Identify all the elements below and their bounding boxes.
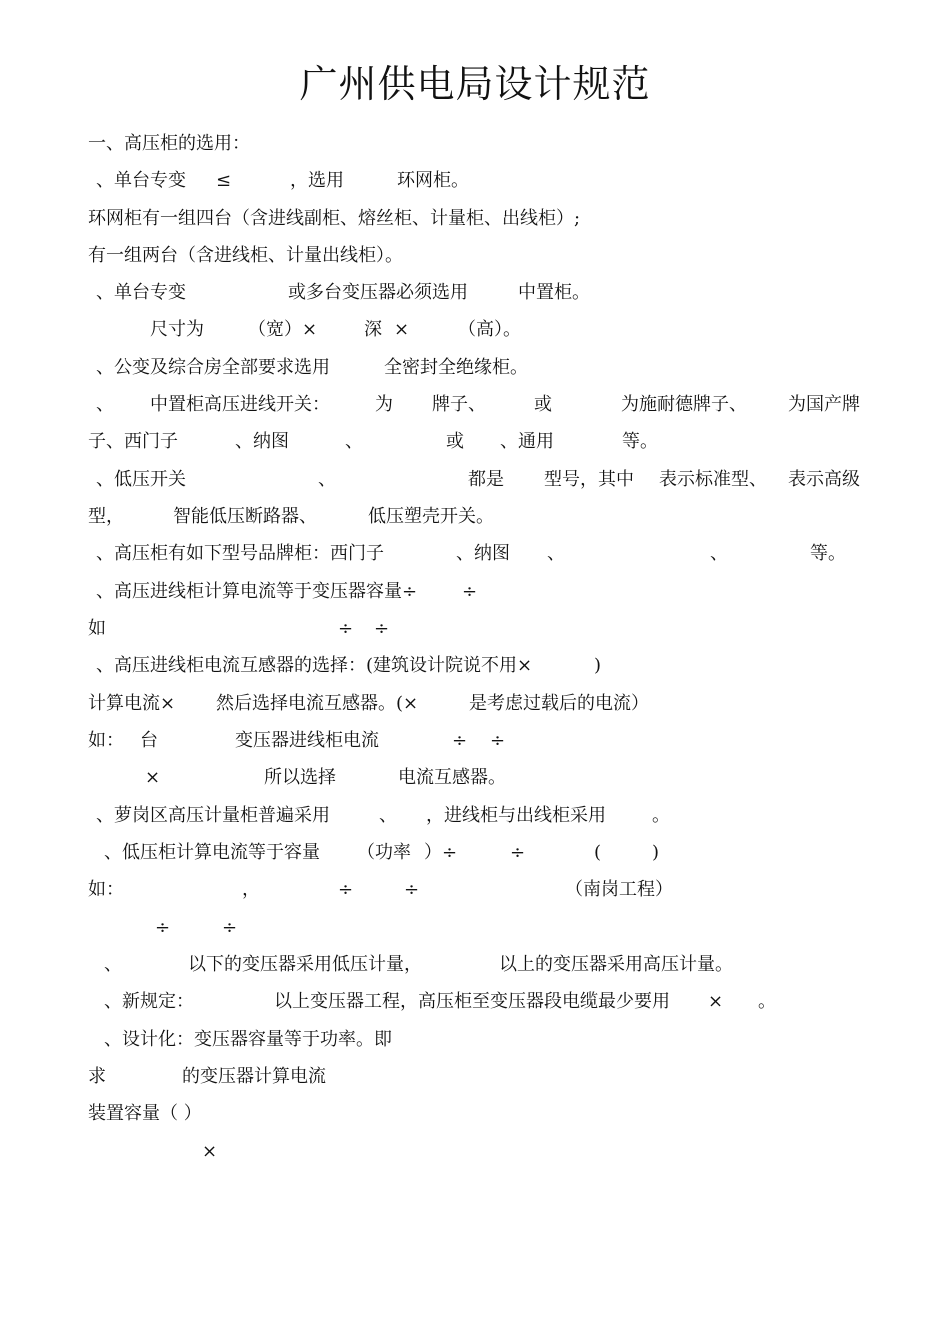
- text-segment: ≤: [216, 170, 232, 191]
- text-segment: 、低压开关: [96, 469, 186, 490]
- text-segment: 为: [375, 394, 393, 415]
- text-segment: ÷: [155, 917, 171, 938]
- text-segment: 环网柜有一组四台（含进线副柜、熔丝柜、计量柜、出线柜）;: [88, 208, 581, 229]
- text-line: [0, 242, 950, 270]
- text-line: [0, 354, 950, 382]
- text-line: [0, 988, 950, 1016]
- text-segment: 。: [652, 805, 670, 826]
- text-line: [0, 316, 950, 344]
- text-segment: 为施耐德牌子、: [621, 394, 747, 415]
- text-line: [0, 391, 950, 419]
- text-segment: 、: [318, 469, 336, 490]
- text-segment: (: [594, 842, 602, 863]
- text-line: [0, 914, 950, 942]
- text-segment: 为国产牌: [788, 394, 860, 415]
- text-segment: ）÷: [424, 842, 458, 863]
- text-line: [0, 876, 950, 904]
- text-segment: 、高压进线柜计算电流等于变压器容量÷: [96, 581, 418, 602]
- text-segment: 、公变及综合房全部要求选用: [96, 357, 330, 378]
- text-segment: 如：: [88, 879, 124, 900]
- text-line: [0, 540, 950, 568]
- text-segment: 、低压柜计算电流等于容量: [104, 842, 320, 863]
- text-segment: ×: [145, 767, 161, 788]
- text-segment: ÷: [462, 581, 478, 602]
- text-segment: 一、高压柜的选用：: [88, 133, 250, 154]
- text-segment: 中置柜。: [518, 282, 590, 303]
- text-segment: ÷: [510, 842, 526, 863]
- text-segment: 计算电流×: [88, 693, 176, 714]
- text-segment: 、: [547, 543, 565, 564]
- text-line: [0, 130, 950, 158]
- text-segment: 台: [140, 730, 158, 751]
- text-segment: 、纳图: [235, 431, 289, 452]
- text-segment: 等。: [810, 543, 846, 564]
- text-segment: 全密封全绝缘柜。: [384, 357, 528, 378]
- text-segment: ÷: [452, 730, 468, 751]
- text-segment: 尺寸为: [150, 319, 204, 340]
- text-segment: 中置柜高压进线开关：: [150, 394, 330, 415]
- text-segment: 如: [88, 618, 106, 639]
- text-segment: 、纳图: [456, 543, 510, 564]
- text-line: [0, 802, 950, 830]
- text-segment: 所以选择: [264, 767, 336, 788]
- text-segment: 求: [88, 1066, 106, 1087]
- text-segment: 、: [710, 543, 728, 564]
- text-line: [0, 503, 950, 531]
- text-segment: 型号，其中: [544, 469, 634, 490]
- text-segment: 变压器进线柜电流: [235, 730, 379, 751]
- text-segment: ×: [708, 991, 724, 1012]
- text-segment: 以下的变压器采用低压计量，: [188, 954, 422, 975]
- text-segment: ÷: [338, 879, 354, 900]
- document-title: 广州供电局设计规范: [299, 62, 651, 106]
- text-segment: 型，: [88, 506, 124, 527]
- text-segment: 、: [104, 954, 122, 975]
- text-segment: 牌子、: [432, 394, 486, 415]
- text-line: [0, 690, 950, 718]
- text-segment: （功率: [357, 842, 411, 863]
- text-line: [0, 1138, 950, 1166]
- text-segment: ，: [242, 879, 260, 900]
- text-segment: 如：: [88, 730, 124, 751]
- text-segment: ，选用: [290, 170, 344, 191]
- text-segment: ÷: [222, 917, 238, 938]
- text-segment: 以上的变压器采用高压计量。: [499, 954, 733, 975]
- text-line: [0, 951, 950, 979]
- text-segment: 、: [379, 805, 397, 826]
- text-segment: 、通用: [500, 431, 554, 452]
- text-segment: 以上变压器工程，高压柜至变压器段电缆最少要用: [274, 991, 670, 1012]
- text-segment: 表示标准型、: [659, 469, 767, 490]
- text-segment: 子、西门子: [88, 431, 178, 452]
- text-line: [0, 1100, 950, 1128]
- text-segment: 、高压柜有如下型号品牌柜：西门子: [96, 543, 384, 564]
- text-segment: ×: [202, 1141, 218, 1162]
- text-segment: 或多台变压器必须选用: [288, 282, 468, 303]
- text-segment: （高）。: [458, 319, 521, 340]
- text-line: [0, 615, 950, 643]
- text-segment: 或: [446, 431, 464, 452]
- text-segment: 、: [96, 394, 114, 415]
- text-line: [0, 1063, 950, 1091]
- text-segment: 、萝岗区高压计量柜普遍采用: [96, 805, 330, 826]
- text-line: [0, 466, 950, 494]
- text-segment: ÷: [338, 618, 354, 639]
- text-segment: ): [594, 655, 602, 676]
- text-segment: ÷: [404, 879, 420, 900]
- text-segment: 环网柜。: [397, 170, 469, 191]
- text-line: [0, 279, 950, 307]
- text-segment: 电流互感器。: [398, 767, 506, 788]
- text-segment: 表示高级: [788, 469, 860, 490]
- text-segment: 智能低压断路器、: [173, 506, 317, 527]
- text-line: [0, 764, 950, 792]
- text-segment: ×: [394, 319, 410, 340]
- text-segment: 、单台专变: [96, 282, 186, 303]
- text-segment: 的变压器计算电流: [182, 1066, 326, 1087]
- text-segment: 、高压进线柜电流互感器的选择：(建筑设计院说不用×: [96, 655, 533, 676]
- text-segment: （宽）×: [248, 319, 318, 340]
- text-line: [0, 428, 950, 456]
- text-segment: 装置容量（ ）: [88, 1103, 202, 1124]
- text-segment: 深: [364, 319, 382, 340]
- text-segment: 、: [345, 431, 363, 452]
- text-segment: 然后选择电流互感器。(×: [216, 693, 419, 714]
- text-line: [0, 578, 950, 606]
- text-segment: 都是: [468, 469, 504, 490]
- text-segment: 等。: [622, 431, 658, 452]
- text-line: [0, 205, 950, 233]
- text-segment: 低压塑壳开关。: [368, 506, 494, 527]
- text-line: [0, 727, 950, 755]
- text-segment: ÷: [374, 618, 390, 639]
- text-line: [0, 1026, 950, 1054]
- text-segment: 有一组两台（含进线柜、计量出线柜）。: [88, 245, 403, 266]
- text-segment: （南岗工程）: [565, 879, 673, 900]
- text-segment: 、设计化：变压器容量等于功率。即: [104, 1029, 392, 1050]
- text-segment: ): [652, 842, 660, 863]
- text-segment: ÷: [490, 730, 506, 751]
- text-line: [0, 167, 950, 195]
- text-line: [0, 652, 950, 680]
- text-segment: 。: [758, 991, 776, 1012]
- text-segment: 、新规定：: [104, 991, 194, 1012]
- text-segment: 或: [534, 394, 552, 415]
- text-segment: 、单台专变: [96, 170, 186, 191]
- text-segment: 是考虑过载后的电流）: [469, 693, 649, 714]
- text-segment: ，进线柜与出线柜采用: [426, 805, 606, 826]
- text-line: [0, 839, 950, 867]
